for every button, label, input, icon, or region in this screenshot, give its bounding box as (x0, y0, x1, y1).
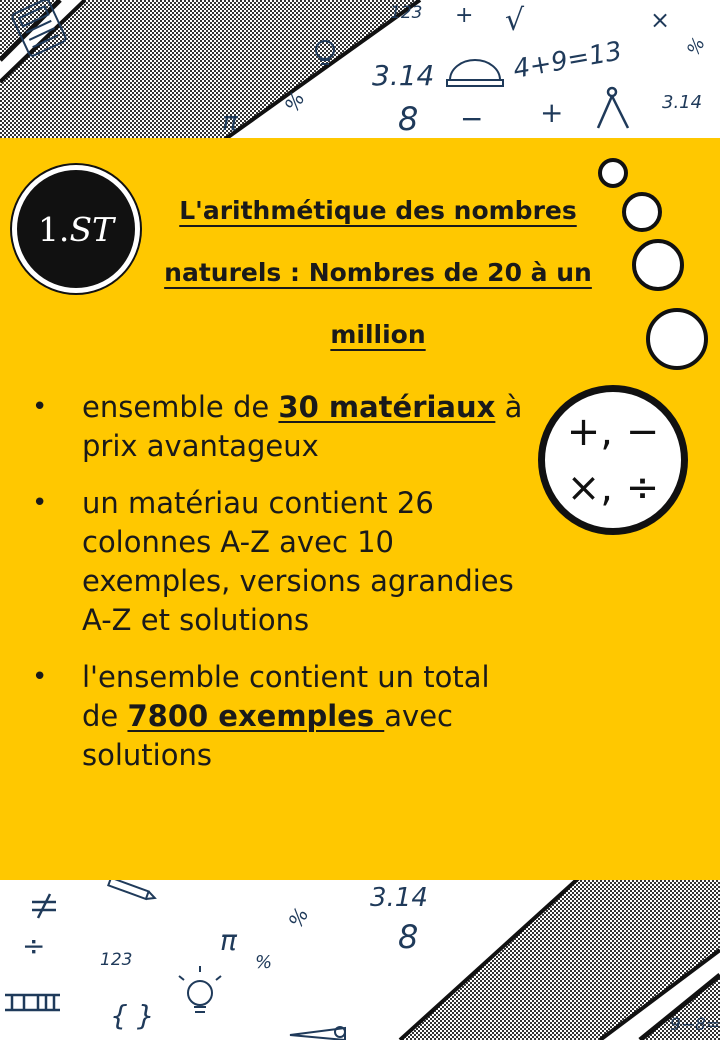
bullet-icon: • (32, 662, 48, 692)
operators-add-subtract: +, − (566, 409, 660, 455)
list-item (30, 388, 535, 466)
ruler-icon (290, 1027, 345, 1040)
bullet-highlight: 7800 exemples (127, 699, 385, 733)
protractor-icon (447, 60, 503, 86)
doodle-minus: − (460, 102, 484, 135)
thought-bubble-2 (622, 192, 662, 232)
bullet-icon: • (32, 488, 48, 518)
lightbulb-icon-2 (179, 966, 221, 1012)
doodle-plus: + (455, 3, 474, 28)
doodle-123: 123 (390, 3, 423, 23)
doodle-pi-value-3: 3.14 (370, 883, 428, 913)
doodle-braces: { } (110, 999, 155, 1032)
badge-number: 1. (37, 209, 70, 249)
bullet-text: ensemble de (82, 390, 279, 424)
doodle-pi: π (222, 107, 238, 137)
not-equal-icon (32, 894, 56, 918)
roman-numerals-icon (5, 995, 60, 1010)
bullet-highlight: 30 matériaux (278, 390, 496, 424)
doodle-divide: ÷ (22, 929, 46, 962)
doodle-eight: 8 (398, 100, 419, 138)
doodle-percent: % (279, 87, 310, 117)
doodle-pi-value: 3.14 (372, 59, 435, 92)
badge-code: ST (69, 209, 115, 249)
bullet-text: un matériau contient 26 colonnes A-Z avec 10 exemples, versions agrandies A-Z et solutions (82, 486, 514, 637)
thought-bubble-4 (646, 308, 708, 370)
operators-bubble (538, 385, 688, 535)
bullet-text-tail: à prix avantageux (82, 390, 523, 463)
thought-bubble-1 (598, 158, 628, 188)
doodle-eight-2: 8 (398, 918, 419, 956)
thought-bubble-3 (632, 239, 684, 291)
doodle-equation: 4+9=13 (511, 36, 625, 85)
pencil-icon (108, 878, 156, 902)
doodle-percent-2: % (682, 34, 710, 60)
doodle-times: × (650, 6, 671, 34)
page-title (136, 180, 620, 366)
doodle-pi-2: π (220, 924, 237, 957)
compass-icon (598, 88, 628, 128)
bullet-text: l'ensemble contient un total de (82, 660, 490, 733)
operators-multiply-divide: ×, ÷ (566, 465, 660, 511)
bullet-text-tail: avec solutions (82, 699, 453, 772)
bullet-icon: • (32, 392, 48, 422)
doodle-123-2: 123 (100, 950, 133, 970)
doodle-percent-4: % (255, 952, 273, 973)
feature-list (30, 388, 535, 793)
title-line-3: million (330, 320, 426, 349)
doodle-equation-2: 9−8= (670, 1015, 720, 1035)
doodle-percent-3: % (283, 903, 314, 932)
doodle-plus-2: + (540, 96, 564, 129)
title-line-2: naturels : Nombres de 20 à un (164, 258, 592, 287)
title-line-1: L'arithmétique des nombres (179, 196, 577, 225)
badge (12, 165, 140, 293)
list-item (30, 484, 535, 640)
list-item (30, 658, 535, 775)
doodle-sqrt: √ (505, 3, 525, 38)
doodle-pi-value-2: 3.14 (662, 92, 703, 113)
